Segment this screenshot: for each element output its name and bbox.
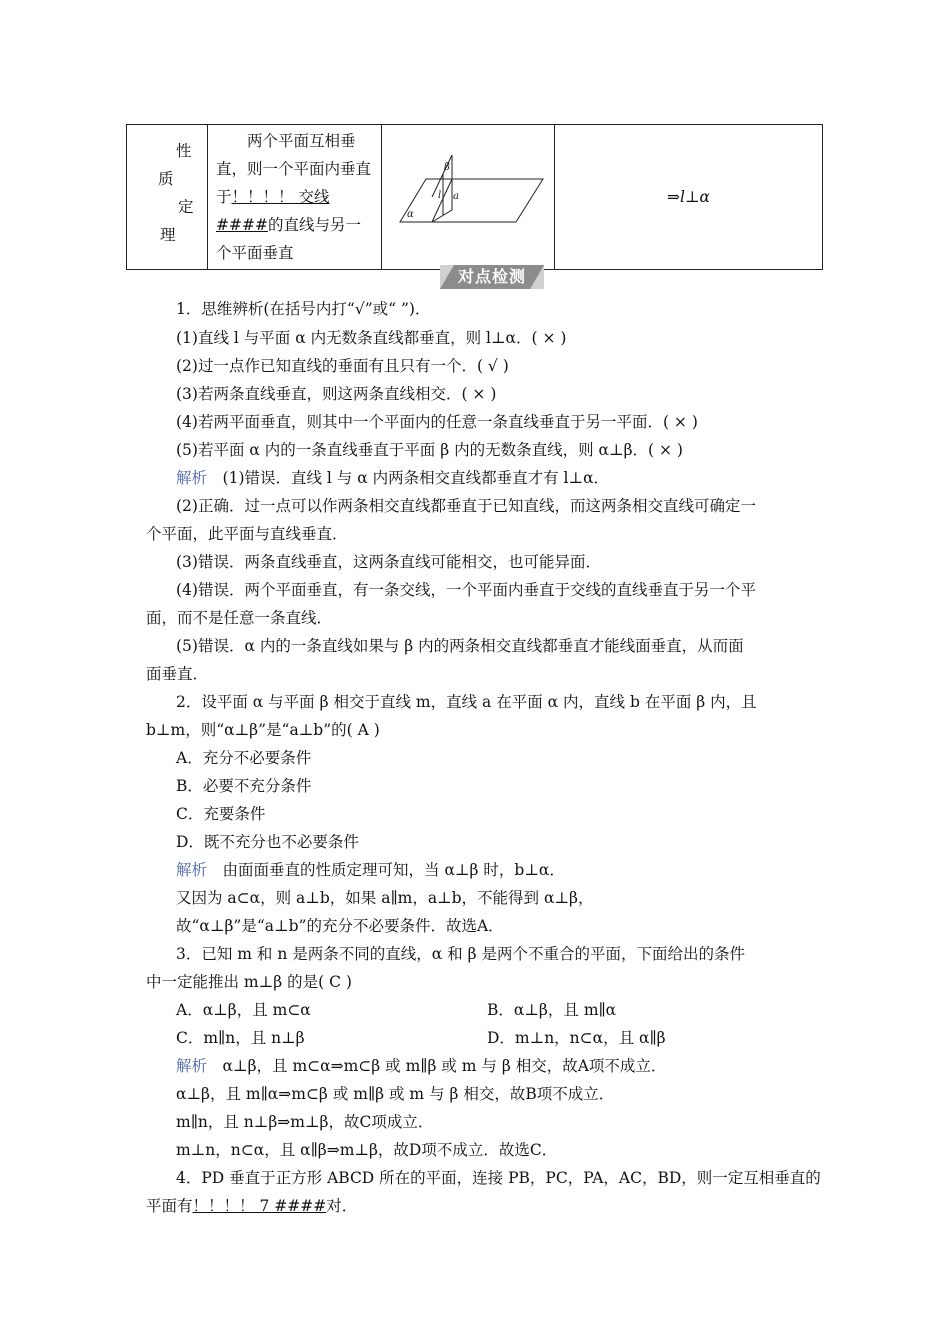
q1-solution-5b: 面垂直． xyxy=(146,665,209,683)
q1-solution-4b: 面，而不是任意一条直线． xyxy=(146,609,333,627)
q1-item-5: (5)若平面 α 内的一条直线垂直于平面 β 内的无数条直线，则 α⊥β．( × ) xyxy=(176,441,683,459)
label-alpha: α xyxy=(407,209,414,220)
blank-answer: ！！！！ 交线 #### xyxy=(216,188,330,234)
label-char: 性 xyxy=(176,142,192,160)
jiexi-label: 解析 xyxy=(176,861,208,879)
q3-option-c: C．m∥n，且 n⊥β xyxy=(176,1029,305,1047)
q1-solution-3: (3)错误．两条直线垂直，这两条直线可能相交，也可能异面． xyxy=(176,553,601,571)
q3-option-b: B．α⊥β，且 m∥α xyxy=(487,1001,617,1019)
label-char: 定 xyxy=(178,198,194,216)
q4-stem-2: 平面有！！！！ 7 ####对． xyxy=(146,1197,358,1215)
label-char: 理 xyxy=(160,226,176,244)
q2-option-c: C．充要条件 xyxy=(176,805,266,823)
theorem-table xyxy=(126,124,823,270)
theorem-description: 两个平面互相垂直，则一个平面内垂直于！！！！ 交线 ####的直线与另一个平面垂直 xyxy=(216,132,372,262)
q4-blank-answer: ！！！！ 7 #### xyxy=(192,1197,327,1215)
q1-solution-2a: (2)正确．过一点可以作两条相交直线都垂直于已知直线，而这两条相交直线可确定一 xyxy=(176,497,756,515)
q1-item-4: (4)若两平面垂直，则其中一个平面内的任意一条直线垂直于另一平面．( × ) xyxy=(176,413,698,431)
q1-solution-5a: (5)错误．α 内的一条直线如果与 β 内的两条相交直线都垂直才能线面垂直，从而面 xyxy=(176,637,744,655)
conclusion: ⇒l⊥α xyxy=(667,188,710,206)
q1-stem: 1．思维辨析(在括号内打“√”或“ ”)． xyxy=(176,300,431,318)
q1-solution-1: 解析 (1)错误．直线 l 与 α 内两条相交直线都垂直才有 l⊥α． xyxy=(176,469,610,487)
q2-solution-2: 又因为 a⊂α，则 a⊥b，如果 a∥m，a⊥b，不能得到 α⊥β， xyxy=(176,889,594,907)
q3-solution-3: m∥n，且 n⊥β⇒m⊥β，故C项成立． xyxy=(176,1113,434,1131)
q3-stem-1: 3．已知 m 和 n 是两条不同的直线，α 和 β 是两个不重合的平面，下面给出的条件 xyxy=(176,945,745,963)
plane-alpha xyxy=(400,179,543,222)
q2-solution-1: 解析 由面面垂直的性质定理可知，当 α⊥β 时，b⊥α． xyxy=(176,861,565,879)
jiexi-label: 解析 xyxy=(176,469,208,487)
q1-item-2: (2)过一点作已知直线的垂面有且只有一个．( √ ) xyxy=(176,357,509,375)
label-char: 质 xyxy=(158,170,174,188)
q1-item-1: (1)直线 l 与平面 α 内无数条直线都垂直，则 l⊥α．( × ) xyxy=(176,329,567,347)
q1-solution-4a: (4)错误．两个平面垂直，有一条交线，一个平面内垂直于交线的直线垂直于另一个平 xyxy=(176,581,756,599)
q3-solution-1: 解析 α⊥β，且 m⊂α⇒m⊂β 或 m∥β 或 m 与 β 相交，故A项不成立． xyxy=(176,1057,667,1075)
q1-solution-2b: 个平面，此平面与直线垂直． xyxy=(146,525,348,543)
q3-option-a: A．α⊥β，且 m⊂α xyxy=(176,1001,311,1019)
q3-option-d: D．m⊥n，n⊂α，且 α∥β xyxy=(487,1029,666,1047)
label-cell xyxy=(127,125,208,270)
q2-option-a: A．充分不必要条件 xyxy=(176,749,312,767)
q2-stem-2: b⊥m，则“α⊥β”是“a⊥b”的( A ) xyxy=(146,721,380,739)
q4-stem-1: 4．PD 垂直于正方形 ABCD 所在的平面，连接 PB，PC，PA，AC，BD，则一定互相垂直的 xyxy=(176,1169,821,1187)
q2-stem-1: 2．设平面 α 与平面 β 相交于直线 m，直线 a 在平面 α 内，直线 b 在平面 β 内，且 xyxy=(176,693,757,711)
conclusion-cell xyxy=(555,125,823,270)
description-cell xyxy=(208,125,382,270)
q2-option-b: B．必要不充分条件 xyxy=(176,777,312,795)
jiexi-label: 解析 xyxy=(176,1057,208,1075)
label-a: a xyxy=(453,191,459,202)
perpendicular-planes-figure xyxy=(382,125,554,265)
q2-option-d: D．既不充分也不必要条件 xyxy=(176,833,359,851)
label-beta: β xyxy=(444,162,450,173)
q1-item-3: (3)若两条直线垂直，则这两条直线相交．( × ) xyxy=(176,385,497,403)
q3-solution-4: m⊥n，n⊂α，且 α∥β⇒m⊥β，故D项不成立．故选C． xyxy=(176,1141,558,1159)
q2-solution-3: 故“α⊥β”是“a⊥b”的充分不必要条件．故选A． xyxy=(176,917,504,935)
label-l: l xyxy=(438,190,442,201)
figure-cell xyxy=(382,125,555,270)
section-banner xyxy=(440,265,544,289)
q3-stem-2: 中一定能推出 m⊥β 的是( C ) xyxy=(146,973,352,991)
q3-solution-2: α⊥β，且 m∥α⇒m⊂β 或 m∥β 或 m 与 β 相交，故B项不成立． xyxy=(176,1085,615,1103)
banner-title: 对点检测 xyxy=(457,267,526,286)
